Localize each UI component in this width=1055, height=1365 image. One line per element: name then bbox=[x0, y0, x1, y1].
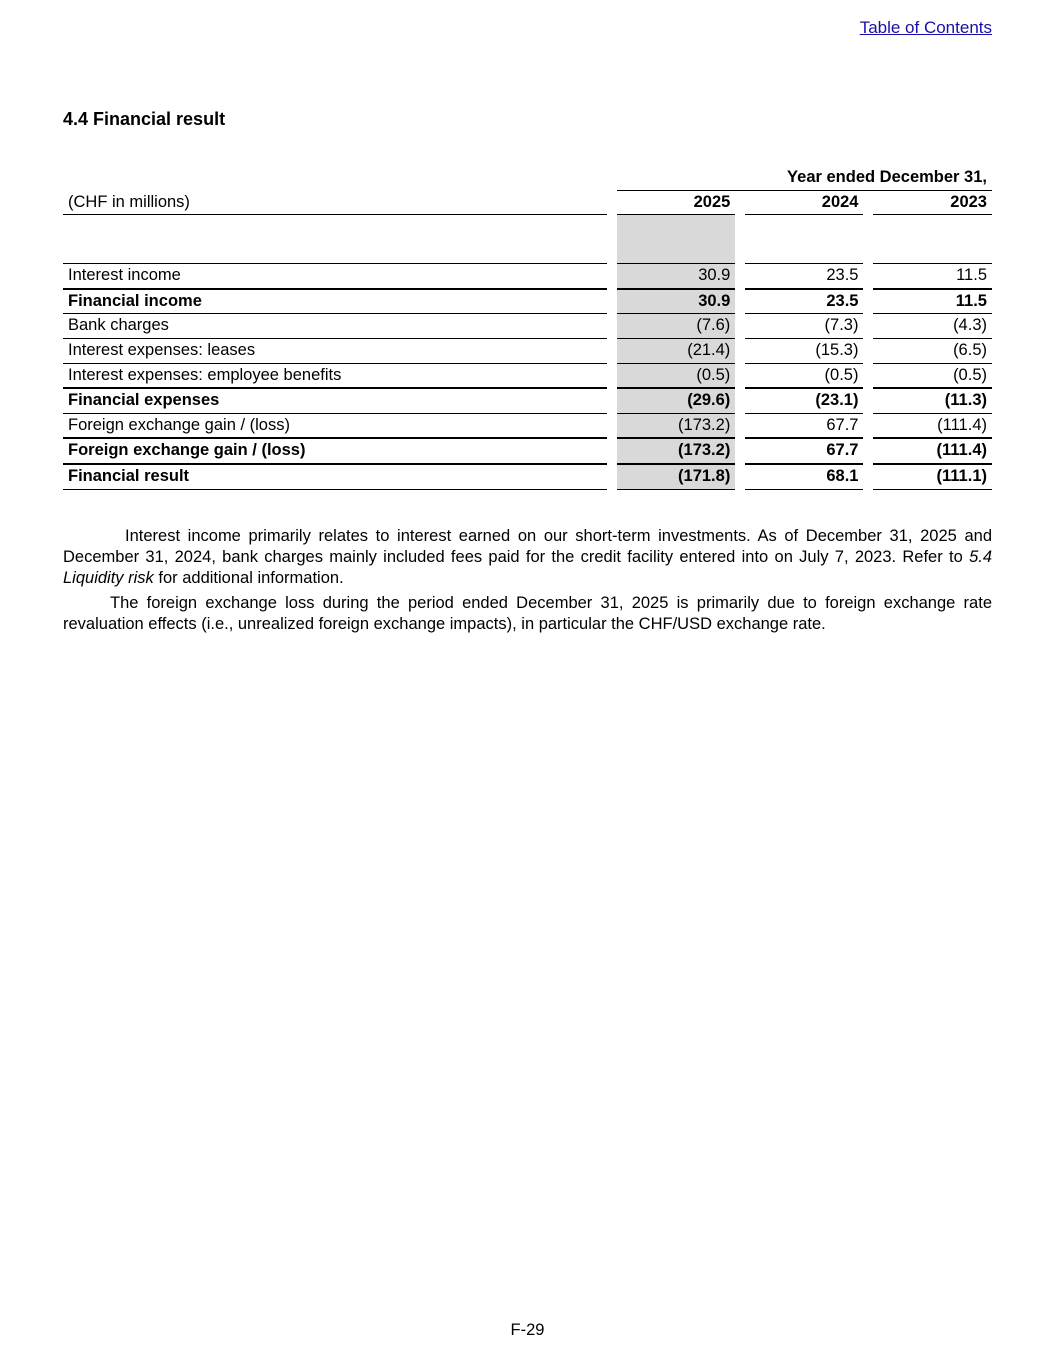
value-2024: (0.5) bbox=[745, 364, 863, 390]
gap bbox=[735, 264, 745, 290]
value-2024: (7.3) bbox=[745, 314, 863, 339]
value-2023: 11.5 bbox=[873, 264, 992, 290]
gap bbox=[735, 389, 745, 414]
value-2025: (173.2) bbox=[617, 414, 736, 440]
row-label: Financial income bbox=[63, 290, 607, 315]
value-2025: 30.9 bbox=[617, 264, 736, 290]
section-title: 4.4 Financial result bbox=[63, 109, 226, 129]
year-header-2025: 2025 bbox=[617, 191, 736, 216]
value-2025: (7.6) bbox=[617, 314, 736, 339]
gap bbox=[607, 314, 617, 339]
paragraph-text: for additional information. bbox=[153, 569, 344, 587]
value-2025: 30.9 bbox=[617, 290, 736, 315]
table-row bbox=[63, 339, 992, 364]
table-row bbox=[63, 290, 992, 315]
gap bbox=[863, 339, 873, 364]
gap bbox=[607, 465, 617, 490]
gap bbox=[735, 439, 745, 465]
value-2025: (173.2) bbox=[617, 439, 736, 465]
value-2024: (23.1) bbox=[745, 389, 863, 414]
gap bbox=[863, 414, 873, 440]
table-row bbox=[63, 439, 992, 465]
value-2023: (11.3) bbox=[873, 389, 992, 414]
financial-result-table bbox=[63, 166, 992, 490]
gap bbox=[863, 439, 873, 465]
page-number: F-29 bbox=[510, 1321, 545, 1339]
value-2023: (0.5) bbox=[873, 364, 992, 390]
table-row bbox=[63, 414, 992, 440]
gap bbox=[607, 439, 617, 465]
table-row bbox=[63, 389, 992, 414]
row-label: Interest income bbox=[63, 264, 607, 290]
value-2023: (111.1) bbox=[873, 465, 992, 490]
row-label: Interest expenses: employee benefits bbox=[63, 364, 607, 390]
row-label: Interest expenses: leases bbox=[63, 339, 607, 364]
table-row bbox=[63, 314, 992, 339]
table-row bbox=[63, 264, 992, 290]
gap bbox=[863, 264, 873, 290]
liquidity-risk-reference: 5.4 Liquidity risk bbox=[63, 548, 992, 587]
gap bbox=[863, 389, 873, 414]
value-2023: (111.4) bbox=[873, 414, 992, 440]
value-2024: 68.1 bbox=[745, 465, 863, 490]
row-label: Financial expenses bbox=[63, 389, 607, 414]
row-label: Foreign exchange gain / (loss) bbox=[63, 439, 607, 465]
value-2023: (6.5) bbox=[873, 339, 992, 364]
year-header-2023: 2023 bbox=[873, 191, 992, 216]
value-2023: (4.3) bbox=[873, 314, 992, 339]
gap bbox=[735, 465, 745, 490]
gap bbox=[735, 364, 745, 390]
gap bbox=[607, 290, 617, 315]
gap bbox=[607, 364, 617, 390]
value-2024: 23.5 bbox=[745, 264, 863, 290]
value-2025: (171.8) bbox=[617, 465, 736, 490]
value-2025: (0.5) bbox=[617, 364, 736, 390]
value-2023: 11.5 bbox=[873, 290, 992, 315]
table-period-header-row bbox=[63, 166, 992, 191]
table-row bbox=[63, 364, 992, 390]
gap bbox=[735, 339, 745, 364]
gap bbox=[863, 290, 873, 315]
gap bbox=[607, 264, 617, 290]
gap bbox=[735, 314, 745, 339]
gap bbox=[607, 339, 617, 364]
row-label: Foreign exchange gain / (loss) bbox=[63, 414, 607, 440]
period-header: Year ended December 31, bbox=[617, 166, 992, 191]
paragraph-interest-income bbox=[63, 526, 992, 589]
paragraph-foreign-exchange: The foreign exchange loss during the period ended December 31, 2025 is primarily due to foreign exchange rate revaluation effects (i.e., unrealized foreign exchange impacts), in particular the CHF/USD exchange rate. bbox=[63, 594, 992, 633]
gap bbox=[863, 314, 873, 339]
gap bbox=[735, 290, 745, 315]
table-spacer-row bbox=[63, 215, 992, 264]
gap bbox=[607, 389, 617, 414]
table-of-contents-link[interactable]: Table of Contents bbox=[859, 18, 992, 37]
gap bbox=[735, 414, 745, 440]
gap bbox=[863, 364, 873, 390]
value-2025: (21.4) bbox=[617, 339, 736, 364]
year-header-2024: 2024 bbox=[745, 191, 863, 216]
table-row bbox=[63, 465, 992, 490]
unit-label: (CHF in millions) bbox=[63, 191, 607, 216]
gap bbox=[863, 465, 873, 490]
value-2024: (15.3) bbox=[745, 339, 863, 364]
paragraph-text: Interest income primarily relates to interest earned on our short-term investments. As of December 31, 2025 and December 31, 2024, bank charges mainly included fees paid for the credit facility entered into on July 7, 2023. Refer to bbox=[63, 527, 992, 566]
table-column-header-row bbox=[63, 191, 992, 216]
value-2024: 67.7 bbox=[745, 439, 863, 465]
row-label: Bank charges bbox=[63, 314, 607, 339]
gap bbox=[607, 414, 617, 440]
value-2024: 67.7 bbox=[745, 414, 863, 440]
value-2023: (111.4) bbox=[873, 439, 992, 465]
row-label: Financial result bbox=[63, 465, 607, 490]
value-2024: 23.5 bbox=[745, 290, 863, 315]
value-2025: (29.6) bbox=[617, 389, 736, 414]
